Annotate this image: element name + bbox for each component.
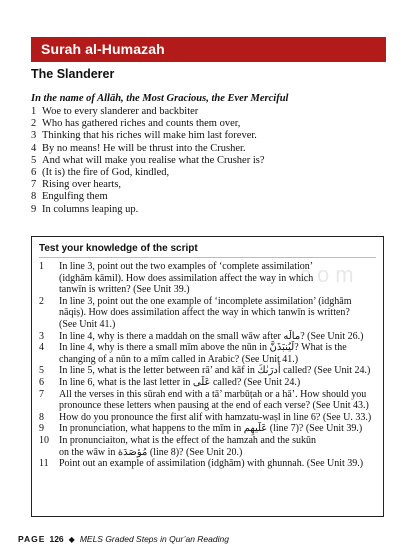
question-line: pronounce these letters when pausing at the end of each verse? (See Unit 43.) [59,400,369,412]
surah-title-bar [31,37,386,62]
verse-number: 7 [31,179,37,191]
question-line: In pronunciation, what happens to the mīm in عَلَيهِم (line 7)? (See Unit 39.) [59,423,363,435]
verse-text: And what will make you realise what the Crusher is? [42,154,265,166]
verse-number: 4 [31,142,37,154]
question-line: changing of a nūn to a mīm called in Arabic? (See Unit 41.) [59,353,299,365]
question-line: In line 4, why is there a small mīm above the nūn in لَيُنبَذَنَّ? What is the [59,342,347,354]
verse-item [31,106,391,118]
verse-item [31,179,391,191]
verse-text: Who has gathered riches and counts them over, [42,118,241,130]
question-text [59,331,379,343]
question-text [59,365,379,377]
question-number: 11 [39,458,49,470]
question-text [59,423,379,435]
question-text [59,296,379,331]
question-line: (idghām kāmil). How does assimilation affect the way in which [59,272,314,284]
question-text [59,458,379,470]
diamond-icon: ◆ [68,534,75,544]
question-line: How do you pronounce the first alif with hamzatu-waṣl in line 6? (See U. 33.) [59,411,372,423]
verse-text: Thinking that his riches will make him last forever. [42,130,257,142]
question-number: 4 [39,342,44,354]
page-footer [18,534,229,544]
question-number: 2 [39,295,44,307]
verse-item [31,143,391,155]
question-number: 7 [39,388,44,400]
question-item [39,365,379,377]
page-label: PAGE [18,534,46,544]
verse-item [31,155,391,167]
question-text [59,377,379,389]
question-number: 3 [39,330,44,342]
verse-number: 9 [31,203,37,215]
watermark: com [300,262,360,287]
verse-number: 6 [31,166,37,178]
question-line: tanwīn is written? (See Unit 39.) [59,284,190,296]
question-line: In line 3, point out the two examples of ‘complete assimilation’ [59,261,314,272]
verse-item [31,191,391,203]
book-title: MELS Graded Steps in Qur’an Reading [79,534,229,544]
question-number: 1 [39,261,44,272]
question-number: 6 [39,376,44,388]
question-number: 10 [39,434,49,446]
verse-text: Engulfing them [42,191,108,203]
verse-text: (It is) the fire of God, kindled, [42,166,170,178]
verse-number: 3 [31,130,37,142]
question-item [39,296,379,331]
verse-item [31,204,391,216]
question-text [59,412,379,424]
question-line: on the wāw in مُؤصَدَة (line 8)? (See Unit 20.) [59,446,243,458]
question-item [39,435,379,458]
question-list [39,261,379,470]
question-item [39,377,379,389]
question-text [59,435,379,458]
verse-item [31,167,391,179]
question-line: In line 3, point out the one example of ‘incomplete assimilation’ (idghām [59,295,352,307]
verse-item [31,118,391,130]
question-line: In line 5, what is the letter between rā’ and kāf in أَدرَىٰكَ called? (See Unit 24.) [59,365,371,377]
question-line: In line 6, what is the last letter in عَلَى called? (See Unit 24.) [59,376,301,388]
question-line: In pronunciaiton, what is the effect of the hamzah and the sukūn [59,434,316,446]
question-line: nāqiṣ). How does assimilation affect the way in which tanwīn is written? [59,307,350,319]
question-line: (See Unit 41.) [59,318,116,330]
invocation: In the name of Allāh, the Most Gracious, the Ever Merciful [31,93,289,104]
verse-text: In columns leaping up. [42,203,139,215]
verse-text: Rising over hearts, [42,179,122,191]
verse-number: 1 [31,106,37,117]
verse-number: 2 [31,118,37,130]
question-number: 8 [39,411,44,423]
verse-number: 5 [31,154,37,166]
question-item [39,342,379,365]
question-number: 9 [39,423,44,435]
test-title: Test your knowledge of the script [39,243,198,254]
verse-item [31,130,391,142]
verse-number: 8 [31,191,37,203]
surah-title: Surah al-Humazah [41,41,165,57]
test-divider [39,257,376,258]
verse-list [31,106,391,216]
question-item [39,331,379,343]
question-item [39,458,379,470]
question-line: All the verses in this sūrah end with a tā’ marbūṭah or a hā’. How should you [59,388,367,400]
question-number: 5 [39,365,44,377]
question-item [39,389,379,412]
question-line: In line 4, why is there a maddah on the small wāw after مالَه? (See Unit 26.) [59,330,364,342]
page-number: 126 [49,534,64,544]
question-item [39,423,379,435]
verse-text: Woe to every slanderer and backbiter [42,106,199,117]
question-text [59,389,379,412]
question-item [39,412,379,424]
verse-text: By no means! He will be thrust into the Crusher. [42,142,246,154]
question-line: Point out an example of assimilation (idghām) with ghunnah. (See Unit 39.) [59,458,364,470]
surah-subtitle: The Slanderer [31,67,115,81]
question-text [59,342,379,365]
